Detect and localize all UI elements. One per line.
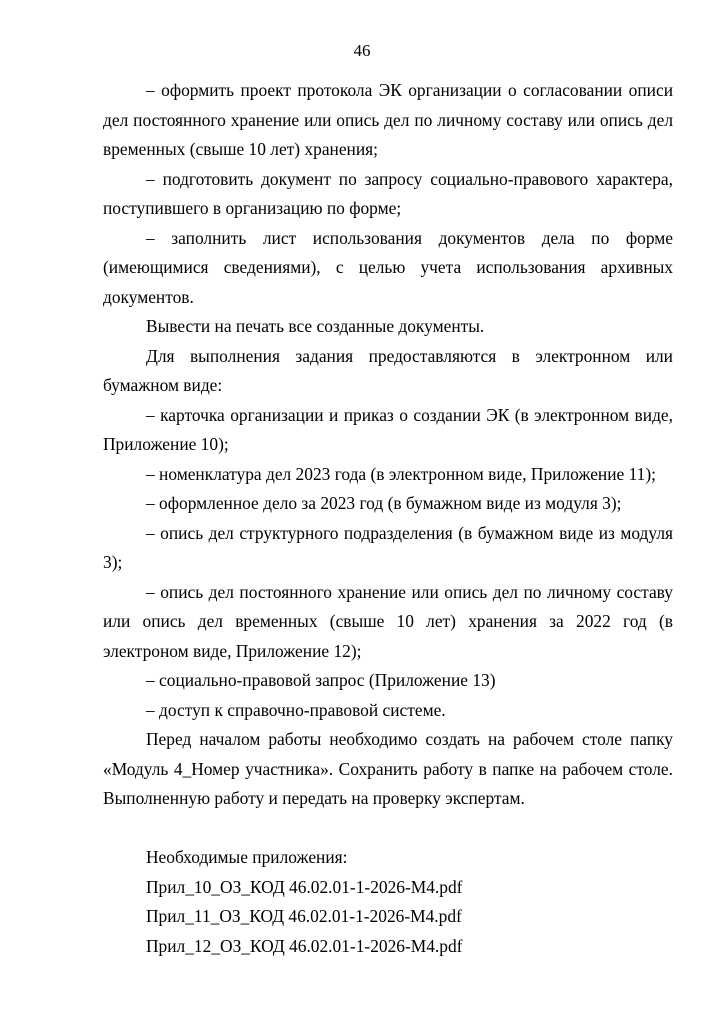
paragraph: Для выполнения задания предоставляются в электронном или бумажном виде: xyxy=(103,345,673,395)
attachment-file: Прил_11_ОЗ_КОД 46.02.01-1-2026-М4.pdf xyxy=(146,906,462,926)
list-item: – опись дел постоянного хранение или опись дел по личному составу или опись дел временных (свыше 10 лет) хранения за 2022 год (в электроном виде, Приложение 12); xyxy=(103,581,673,661)
document-body xyxy=(103,76,673,961)
list-item: – социально-правовой запрос (Приложение 13) xyxy=(146,670,496,690)
paragraph: Вывести на печать все созданные документы. xyxy=(146,316,485,336)
list-item: – оформить проект протокола ЭК организации о согласовании описи дел постоянного хранение или опись дел по личному составу или опись дел временных (свыше 10 лет) хранения; xyxy=(103,80,673,159)
list-item: – оформленное дело за 2023 год (в бумажном виде из модуля 3); xyxy=(146,493,622,513)
list-item: – номенклатура дел 2023 года (в электронном виде, Приложение 11); xyxy=(146,463,656,484)
list-item: – подготовить документ по запросу социально-правового характера, поступившего в организацию по форме; xyxy=(103,168,673,218)
page-number: 46 xyxy=(353,41,371,60)
spacer xyxy=(103,814,673,844)
attachment-file: Прил_12_ОЗ_КОД 46.02.01-1-2026-М4.pdf xyxy=(146,935,463,956)
list-item: – опись дел структурного подразделения (в бумажном виде из модуля 3); xyxy=(103,522,673,572)
list-item: – доступ к справочно-правовой системе. xyxy=(146,699,446,720)
attachment-file: Прил_10_ОЗ_КОД 46.02.01-1-2026-М4.pdf xyxy=(146,876,463,897)
paragraph: Перед началом работы необходимо создать на рабочем столе папку «Модуль 4_Номер участника». Сохранить работу в папке на рабочем столе. Выполненную работу и передать на проверку экспертам. xyxy=(103,729,673,808)
list-item: – заполнить лист использования документов дела по форме (имеющимися сведениями), с целью учета использования архивных документов. xyxy=(103,227,673,307)
attachments-heading: Необходимые приложения: xyxy=(146,847,348,867)
list-item: – карточка организации и приказ о создании ЭК (в электронном виде, Приложение 10); xyxy=(103,404,673,454)
